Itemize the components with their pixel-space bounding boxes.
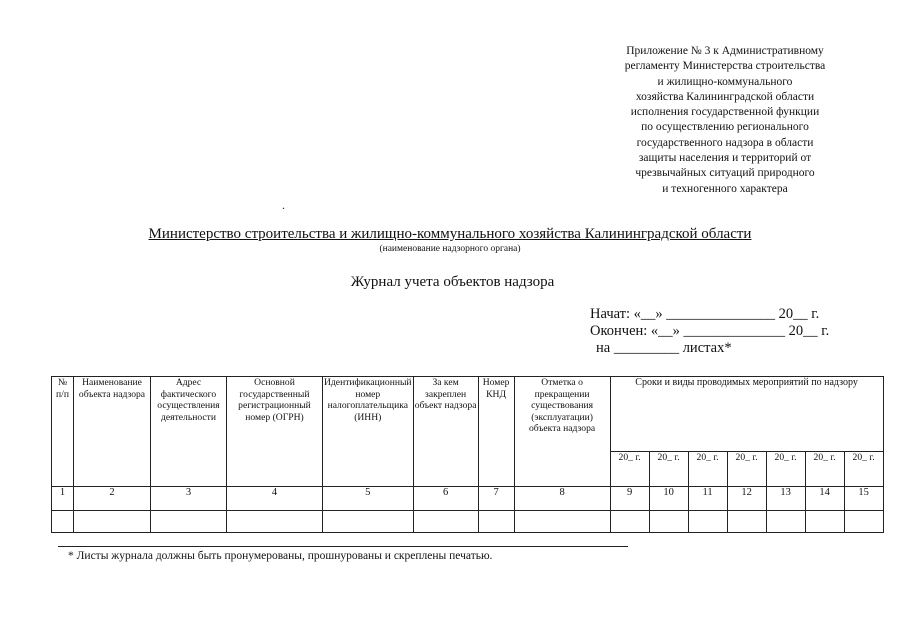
appendix-line: и жилищно-коммунального	[657, 75, 793, 88]
empty-entry-row	[52, 511, 884, 533]
column-number: 15	[844, 487, 883, 511]
appendix-line: защиты населения и территорий от	[638, 152, 812, 165]
entry-cell	[727, 511, 766, 533]
header-cell-object-name: Наименование объекта надзора	[74, 377, 151, 487]
header-row	[52, 377, 884, 452]
supervisory-body-name: Министерство строительства и жилищно-коммунального хозяйства Калининградской области	[148, 226, 752, 242]
appendix-line: хозяйства Калининградской области	[635, 90, 815, 103]
header-cell-knd: Номер КНД	[478, 377, 514, 487]
column-number-row	[52, 487, 884, 511]
period-ended: Окончен: «__» ______________ 20__ г.	[590, 323, 830, 339]
column-number: 6	[413, 487, 478, 511]
period-started: Начат: «__» _______________ 20__ г.	[590, 306, 820, 322]
stray-dot: .	[282, 198, 285, 212]
header-cell-termination: Отметка о прекращении существования (эксплуатации) объекта надзора	[514, 377, 610, 487]
year-cell: 20_ г.	[727, 452, 766, 487]
appendix-line: государственного надзора в области	[636, 136, 814, 149]
year-cell: 20_ г.	[688, 452, 727, 487]
entry-cell	[227, 511, 323, 533]
column-number: 12	[727, 487, 766, 511]
column-number: 11	[688, 487, 727, 511]
entry-cell	[514, 511, 610, 533]
journal-table	[51, 376, 884, 533]
journal-period	[590, 306, 829, 357]
header-cell-assignee: За кем закреплен объект надзора	[413, 377, 478, 487]
header-cell-inspection-period: Сроки и виды проводимых мероприятий по надзору	[610, 377, 883, 452]
entry-cell	[74, 511, 151, 533]
entry-cell	[649, 511, 688, 533]
entry-cell	[805, 511, 844, 533]
footnote: * Листы журнала должны быть пронумерованы, прошнурованы и скреплены печатью.	[68, 550, 493, 562]
column-number: 8	[514, 487, 610, 511]
appendix-line: по осуществлению регионального	[641, 121, 809, 134]
journal-title: Журнал учета объектов надзора	[350, 274, 555, 290]
year-cell: 20_ г.	[649, 452, 688, 487]
appendix-line: Приложение № 3 к Административному	[626, 45, 824, 57]
column-number: 1	[52, 487, 74, 511]
year-cell: 20_ г.	[805, 452, 844, 487]
entry-cell	[610, 511, 649, 533]
year-cell: 20_ г.	[610, 452, 649, 487]
year-cell: 20_ г.	[766, 452, 805, 487]
column-number: 3	[151, 487, 227, 511]
entry-cell	[413, 511, 478, 533]
year-cell: 20_ г.	[844, 452, 883, 487]
column-number: 14	[805, 487, 844, 511]
column-number: 5	[323, 487, 414, 511]
entry-cell	[151, 511, 227, 533]
header-cell-ogrn: Основной государственный регистрационный номер (ОГРН)	[227, 377, 323, 487]
entry-cell	[323, 511, 414, 533]
period-sheets: на _________ листах*	[596, 340, 732, 356]
header-cell-inn: Идентификационный номер налогоплательщика (ИНН)	[323, 377, 414, 487]
appendix-line: исполнения государственной функции	[630, 106, 820, 119]
entry-cell	[766, 511, 805, 533]
column-number: 13	[766, 487, 805, 511]
appendix-reference	[590, 44, 860, 197]
entry-cell	[844, 511, 883, 533]
entry-cell	[52, 511, 74, 533]
column-number: 2	[74, 487, 151, 511]
appendix-line: и техногенного характера	[662, 182, 788, 195]
column-number: 10	[649, 487, 688, 511]
appendix-line: регламенту Министерства строительства	[624, 60, 826, 73]
header-cell-number: № п/п	[52, 377, 74, 487]
appendix-line: чрезвычайных ситуаций природного	[635, 167, 815, 180]
supervisory-body-caption: (наименование надзорного органа)	[379, 244, 521, 254]
column-number: 9	[610, 487, 649, 511]
footnote-divider	[58, 546, 628, 547]
header-cell-address: Адрес фактического осуществления деятельности	[151, 377, 227, 487]
entry-cell	[688, 511, 727, 533]
column-number: 4	[227, 487, 323, 511]
column-number: 7	[478, 487, 514, 511]
entry-cell	[478, 511, 514, 533]
